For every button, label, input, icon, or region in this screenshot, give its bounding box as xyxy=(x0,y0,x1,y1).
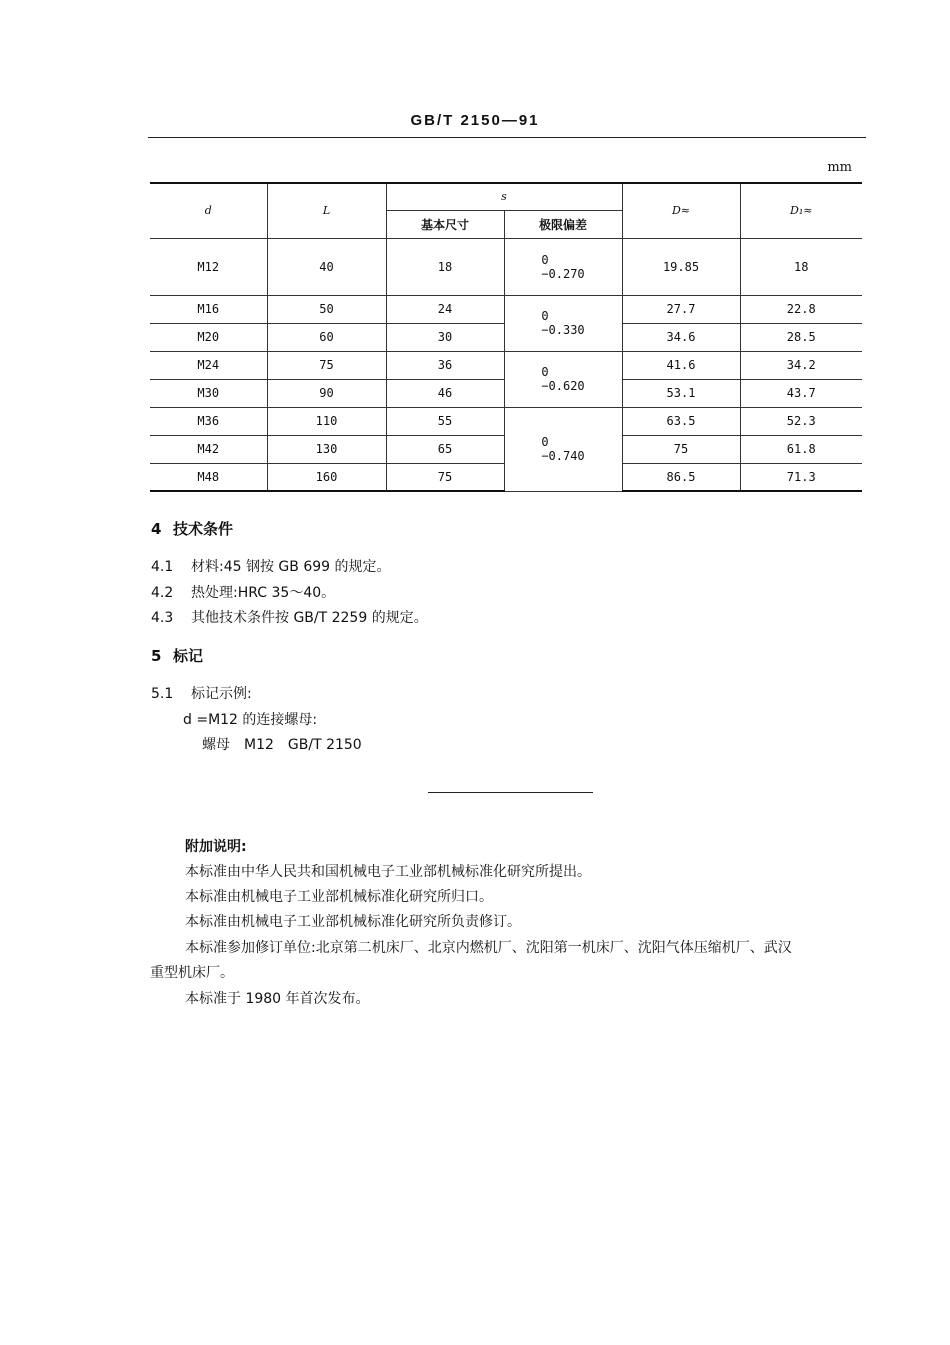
cell-D1: 18 xyxy=(740,238,862,295)
clause-number: 5.1 xyxy=(151,686,174,702)
cell-s: 24 xyxy=(386,295,504,323)
notes-title: 附加说明: xyxy=(185,839,247,855)
unit-label: mm xyxy=(827,160,852,175)
end-separator-rule xyxy=(428,792,593,793)
cell-L: 130 xyxy=(267,435,386,463)
clause-number: 4.1 xyxy=(151,559,174,575)
cell-D: 53.1 xyxy=(622,379,740,407)
marking-part: M12 xyxy=(244,737,274,753)
section-number: 5 xyxy=(151,647,162,665)
cell-D: 75 xyxy=(622,435,740,463)
header-d: d xyxy=(150,183,267,238)
cell-D: 86.5 xyxy=(622,463,740,491)
cell-D1: 22.8 xyxy=(740,295,862,323)
cell-L: 75 xyxy=(267,351,386,379)
cell-L: 50 xyxy=(267,295,386,323)
cell-D: 27.7 xyxy=(622,295,740,323)
tol-upper: 0 xyxy=(541,309,549,323)
note-line: 本标准由机械电子工业部机械标准化研究所负责修订。 xyxy=(185,914,521,930)
cell-D: 19.85 xyxy=(622,238,740,295)
header-s-basic: 基本尺寸 xyxy=(386,210,504,238)
note-line: 本标准于 1980 年首次发布。 xyxy=(185,991,370,1007)
cell-s: 65 xyxy=(386,435,504,463)
clause-4-1 xyxy=(151,556,391,576)
cell-s: 75 xyxy=(386,463,504,491)
header-s: s xyxy=(386,183,622,210)
header-D: D≈ xyxy=(622,183,740,238)
cell-d: M12 xyxy=(150,238,267,295)
marking-part: GB/T 2150 xyxy=(287,737,362,753)
section-4-heading xyxy=(151,518,233,539)
section-number: 4 xyxy=(151,520,162,538)
cell-tolerance xyxy=(504,407,622,491)
header-rule xyxy=(148,137,866,138)
section-title: 标记 xyxy=(173,647,204,665)
note-line: 本标准参加修订单位:北京第二机床厂、北京内燃机厂、沈阳第一机床厂、沈阳气体压缩机厂、武汉 xyxy=(185,940,792,956)
page-header-title: GB/T 2150—91 xyxy=(410,112,540,129)
tol-lower: −0.330 xyxy=(541,323,585,337)
cell-D: 34.6 xyxy=(622,323,740,351)
cell-D1: 28.5 xyxy=(740,323,862,351)
section-title: 技术条件 xyxy=(173,520,234,538)
cell-D1: 43.7 xyxy=(740,379,862,407)
cell-s: 46 xyxy=(386,379,504,407)
note-line: 本标准由机械电子工业部机械标准化研究所归口。 xyxy=(185,889,493,905)
cell-s: 36 xyxy=(386,351,504,379)
cell-tolerance xyxy=(504,351,622,407)
clause-4-3 xyxy=(151,607,428,627)
table-row xyxy=(150,407,862,435)
header-s-tolerance: 极限偏差 xyxy=(504,210,622,238)
clause-text: 热处理:HRC 35～40。 xyxy=(191,585,336,601)
cell-L: 110 xyxy=(267,407,386,435)
cell-tolerance xyxy=(504,238,622,295)
header-D1: D₁≈ xyxy=(740,183,862,238)
tol-lower: −0.620 xyxy=(541,379,585,393)
clause-text: 材料:45 钢按 GB 699 的规定。 xyxy=(191,559,391,575)
cell-d: M42 xyxy=(150,435,267,463)
clause-number: 4.2 xyxy=(151,585,174,601)
clause-text: 其他技术条件按 GB/T 2259 的规定。 xyxy=(191,610,428,626)
clause-number: 4.3 xyxy=(151,610,174,626)
table-row xyxy=(150,295,862,323)
cell-s: 55 xyxy=(386,407,504,435)
header-L: L xyxy=(267,183,386,238)
cell-d: M20 xyxy=(150,323,267,351)
cell-L: 90 xyxy=(267,379,386,407)
tol-upper: 0 xyxy=(541,435,549,449)
cell-L: 40 xyxy=(267,238,386,295)
cell-D1: 34.2 xyxy=(740,351,862,379)
note-line: 重型机床厂。 xyxy=(150,965,234,981)
cell-D: 41.6 xyxy=(622,351,740,379)
tol-upper: 0 xyxy=(541,365,549,379)
cell-d: M48 xyxy=(150,463,267,491)
table-row xyxy=(150,238,862,295)
cell-L: 160 xyxy=(267,463,386,491)
cell-d: M24 xyxy=(150,351,267,379)
note-line: 本标准由中华人民共和国机械电子工业部机械标准化研究所提出。 xyxy=(185,864,591,880)
cell-tolerance xyxy=(504,295,622,351)
marking-part: 螺母 xyxy=(202,737,230,753)
table-row xyxy=(150,351,862,379)
section-5-heading xyxy=(151,645,203,666)
cell-d: M16 xyxy=(150,295,267,323)
tol-lower: −0.270 xyxy=(541,266,585,281)
cell-D: 63.5 xyxy=(622,407,740,435)
cell-L: 60 xyxy=(267,323,386,351)
tol-upper: 0 xyxy=(541,252,549,267)
clause-5-1 xyxy=(151,683,252,703)
cell-D1: 52.3 xyxy=(740,407,862,435)
dimension-table xyxy=(150,182,862,492)
marking-example-line: d =M12 的连接螺母: xyxy=(183,712,318,728)
marking-designation xyxy=(202,734,362,754)
cell-s: 18 xyxy=(386,238,504,295)
cell-d: M36 xyxy=(150,407,267,435)
cell-d: M30 xyxy=(150,379,267,407)
cell-D1: 61.8 xyxy=(740,435,862,463)
clause-text: 标记示例: xyxy=(191,686,252,702)
cell-D1: 71.3 xyxy=(740,463,862,491)
tol-lower: −0.740 xyxy=(541,449,585,463)
clause-4-2 xyxy=(151,582,335,602)
cell-s: 30 xyxy=(386,323,504,351)
